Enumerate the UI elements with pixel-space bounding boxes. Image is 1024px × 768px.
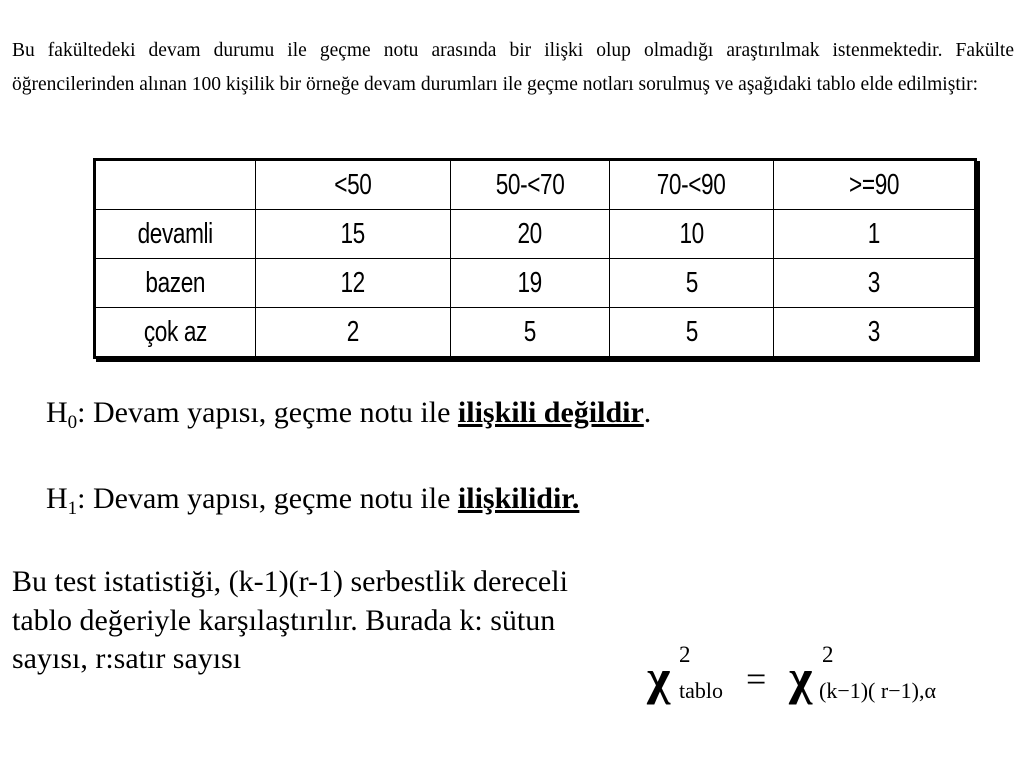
header-cell: 70-<90	[610, 160, 773, 210]
h1-text: : Devam yapısı, geçme notu ile	[77, 482, 458, 515]
table-cell: 2	[255, 308, 450, 358]
table-row	[95, 259, 976, 308]
table-cell: 15	[255, 210, 450, 259]
table-cell: 5	[610, 308, 773, 358]
table-cell: 20	[450, 210, 609, 259]
chi-right-subscript: (k−1)( r−1),α	[819, 678, 936, 703]
h0-emphasis: ilişkili değildir	[457, 396, 644, 429]
chi-left-subscript: tablo	[679, 678, 723, 703]
h0-end: .	[643, 396, 652, 429]
chi-right-superscript: 2	[822, 642, 834, 667]
h1-emphasis: ilişkilidir.	[457, 482, 580, 515]
chi-square-formula	[647, 640, 987, 710]
test-statistic-note: Bu test istatistiği, (k-1)(r-1) serbestlik dereceli tablo değeriyle karşılaştırılır. Burada k: sütun sayısı, r:satır sayısı	[12, 565, 568, 675]
contingency-table	[93, 158, 977, 359]
h0-subscript: 0	[67, 412, 78, 433]
table-header-row	[95, 160, 976, 210]
h1-symbol: H	[46, 482, 68, 515]
row-label: çok az	[95, 308, 256, 358]
row-label: devamli	[95, 210, 256, 259]
h0-text: : Devam yapısı, geçme notu ile	[77, 396, 458, 429]
h1-subscript: 1	[67, 498, 78, 519]
header-cell: <50	[255, 160, 450, 210]
table-cell: 10	[610, 210, 773, 259]
equals-sign: =	[746, 659, 767, 699]
header-cell: 50-<70	[450, 160, 609, 210]
chi-left: χ	[647, 649, 671, 705]
chi-right: χ	[789, 649, 813, 705]
h0-symbol: H	[46, 396, 68, 429]
table-cell: 19	[450, 259, 609, 308]
table-cell: 1	[773, 210, 975, 259]
table-cell: 3	[773, 308, 975, 358]
row-label: bazen	[95, 259, 256, 308]
chi-left-superscript: 2	[679, 642, 691, 667]
table-cell: 12	[255, 259, 450, 308]
null-hypothesis	[46, 396, 651, 434]
header-cell-empty	[95, 160, 256, 210]
table-row	[95, 210, 976, 259]
table-row	[95, 308, 976, 358]
table-cell: 5	[450, 308, 609, 358]
alternative-hypothesis	[46, 482, 579, 520]
table-cell: 5	[610, 259, 773, 308]
intro-paragraph: Bu fakültedeki devam durumu ile geçme notu arasında bir ilişki olup olmadığı araştırılmak istenmektedir. Fakülte öğrencilerinden alınan 100 kişilik bir örneğe devam durumları ile geçme notları sorulmuş ve aşağıdaki tablo elde edilmiştir:	[12, 40, 1014, 95]
table-cell: 3	[773, 259, 975, 308]
header-cell: >=90	[773, 160, 975, 210]
